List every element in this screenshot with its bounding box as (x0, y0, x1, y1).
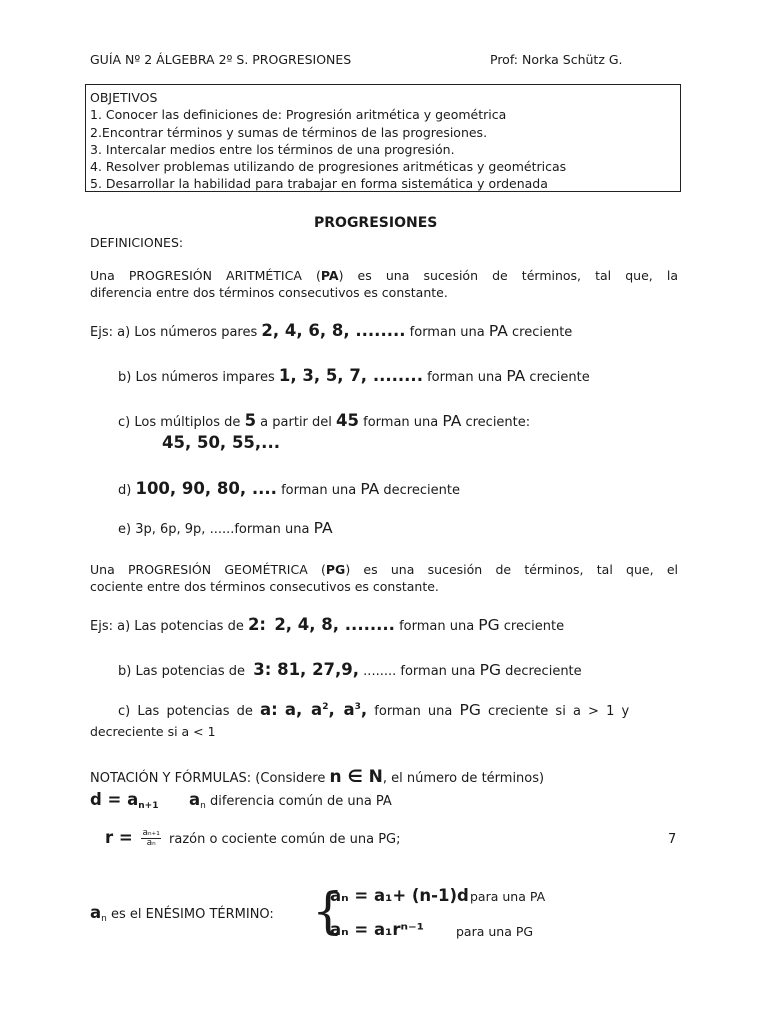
header-right: Prof: Norka Schütz G. (490, 52, 623, 67)
header-left: GUÍA Nº 2 ÁLGEBRA 2º S. PROGRESIONES (90, 52, 352, 67)
objective-item: 3. Intercalar medios entre los términos de una progresión. (90, 141, 455, 157)
pa-example-a: Ejs: a) Los números pares 2, 4, 6, 8, ........ forman una PA creciente (90, 321, 573, 340)
pa-example-d: d) 100, 90, 80, .... forman una PA decreciente (118, 479, 460, 498)
pa-example-e: e) 3p, 6p, 9p, ......forman una PA (118, 519, 333, 537)
formula-d: $d = a_{n+1}$ $a_n$ diferencia común de una PA (90, 790, 392, 811)
pa-example-b: b) Los números impares 1, 3, 5, 7, ........ forman una PA creciente (118, 366, 590, 385)
pg-definition-line2: cociente entre dos términos consecutivos es constante. (90, 579, 439, 594)
pa-example-c-sequence: 45, 50, 55,... (162, 433, 280, 452)
formula-r: r = $\frac{\text{aₙ₊₁}}{\text{aₙ}}$ razón o cociente común de una PG; (105, 828, 401, 848)
pa-nth-term-label: para una PA (470, 889, 546, 904)
pg-example-c: c) Las potencias de a: a, $a^2$, $a^3$, forman una PG creciente si a > 1 y (118, 700, 630, 719)
pg-nth-term-label: para una PG (456, 924, 534, 939)
pg-example-c-line2: decreciente si a < 1 (90, 724, 216, 739)
definiciones-heading: DEFINICIONES: (90, 235, 184, 250)
pa-definition-line2: diferencia entre dos términos consecutivos es constante. (90, 285, 448, 300)
page-number: 7 (668, 832, 677, 847)
pg-nth-term-formula: aₙ = a₁rⁿ⁻¹ (330, 920, 424, 939)
objectives-title: OBJETIVOS (90, 90, 158, 105)
pa-nth-term-formula: aₙ = a₁+ (n-1)d (330, 886, 469, 905)
notation-line: NOTACIÓN Y FÓRMULAS: (Considere n ∈ N, el número de términos) (90, 767, 545, 787)
objective-item: 4. Resolver problemas utilizando de progresiones aritméticas y geométricas (90, 159, 567, 175)
brace-symbol: { (312, 882, 344, 940)
objective-item: 2.Encontrar términos y sumas de términos de las progresiones. (90, 124, 488, 140)
pa-example-c: c) Los múltiplos de 5 a partir del 45 forman una PA creciente: (118, 411, 531, 430)
pg-definition-line1: Una PROGRESIÓN GEOMÉTRICA (PG) es una sucesión de términos, tal que, el (90, 562, 678, 577)
enesimo-label: $a_n$ es el ENÉSIMO TÉRMINO: (90, 903, 274, 924)
pg-example-b: b) Las potencias de 3: 81, 27,9, ........ forman una PG decreciente (118, 660, 582, 679)
pa-definition-line1: Una PROGRESIÓN ARITMÉTICA (PA) es una sucesión de términos, tal que, la (90, 268, 678, 283)
objective-item: 5. Desarrollar la habilidad para trabajar en forma sistemática y ordenada (90, 176, 548, 192)
objectives-box (85, 84, 681, 192)
objective-item: 1. Conocer las definiciones de: Progresión aritmética y geométrica (90, 107, 507, 123)
pg-example-a: Ejs: a) Las potencias de 2: 2, 4, 8, ........ forman una PG creciente (90, 615, 565, 634)
page-title: PROGRESIONES (314, 215, 438, 231)
